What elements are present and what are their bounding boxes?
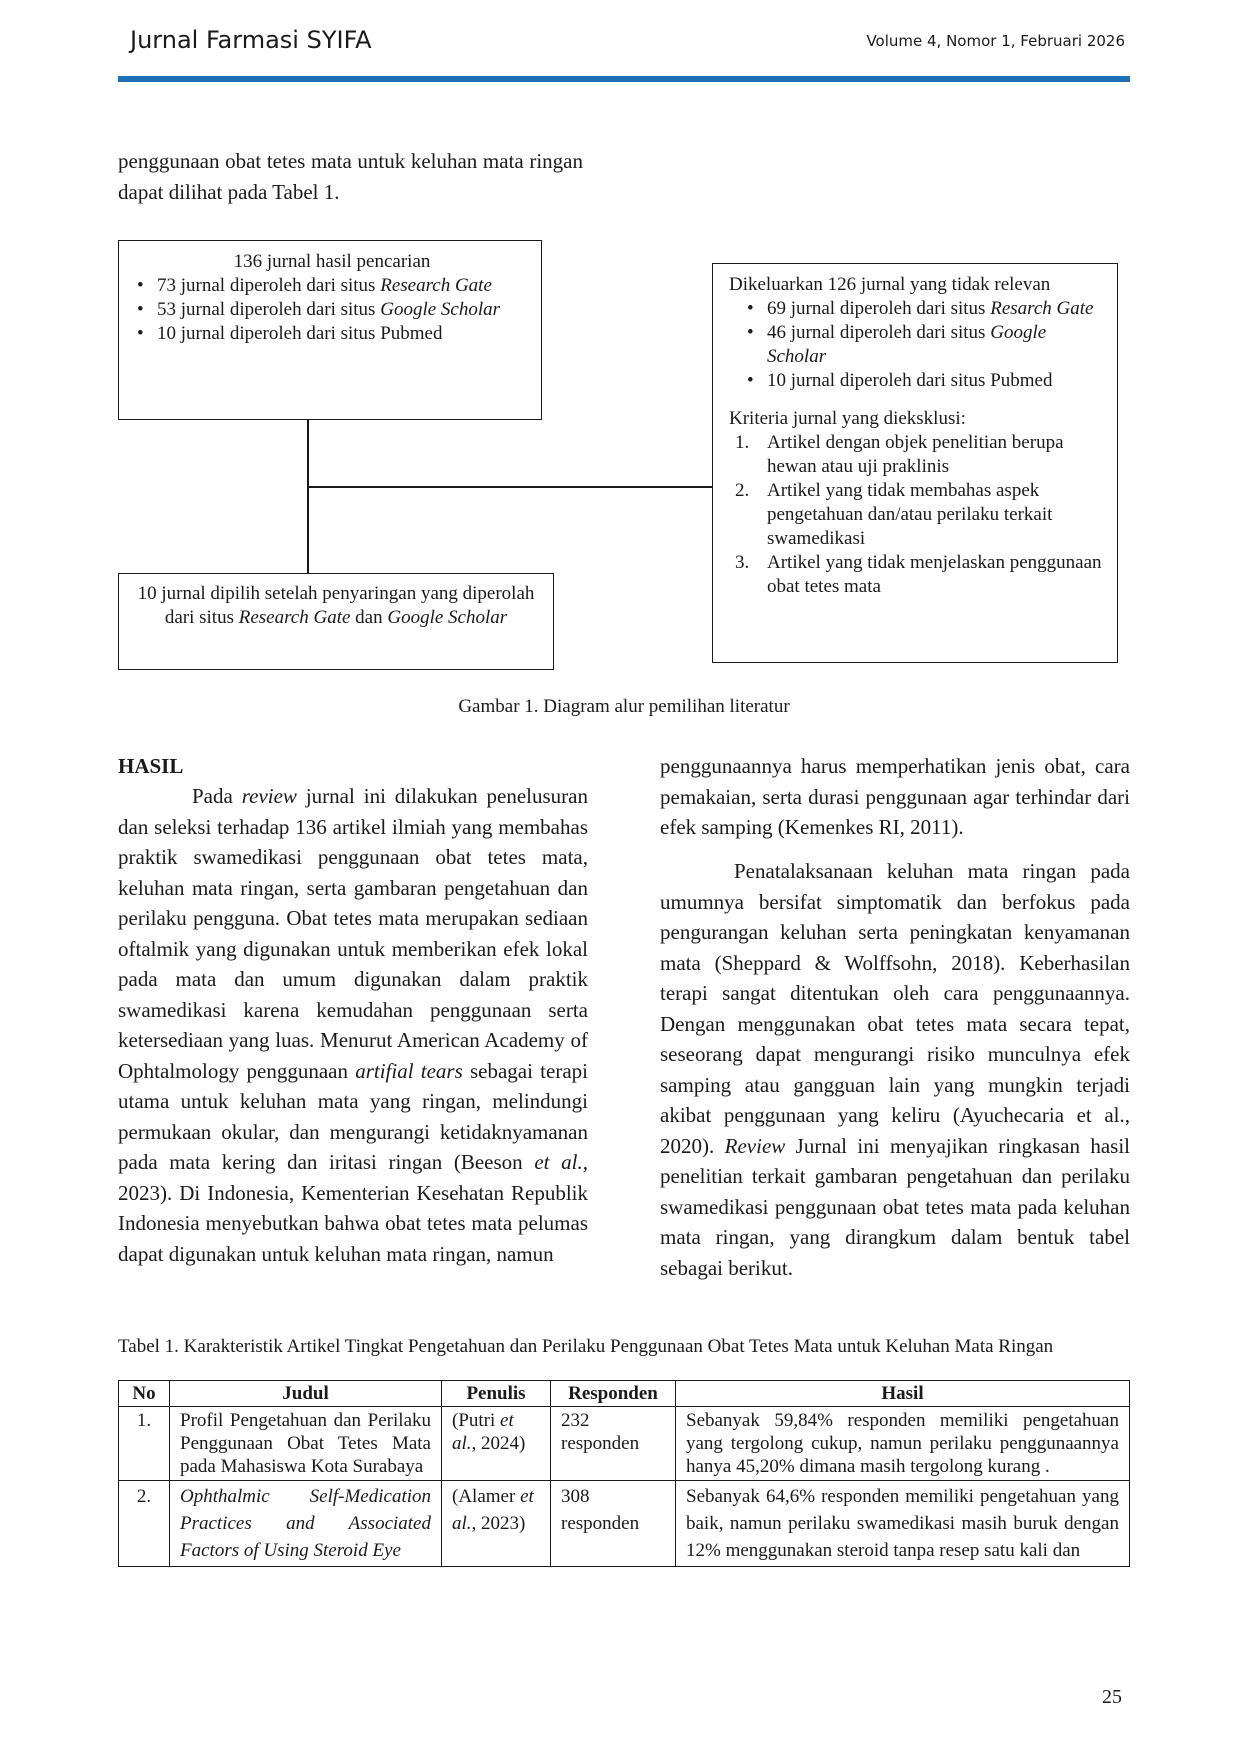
cell-hasil: Sebanyak 59,84% responden memiliki pengetahuan yang tergolong cukup, namun perilaku penggunaannya hanya 45,20% dimana masih tergolong kurang . [676,1407,1130,1481]
search-source-item: • 73 jurnal diperoleh dari situs Research Gate [119,274,531,298]
cell-no: 1. [119,1407,170,1481]
volume-info: Volume 4, Nomor 1, Februari 2026 [866,32,1125,50]
bullet-icon: • [747,298,754,319]
cell-responden: 232 responden [551,1407,676,1481]
table-row [119,1407,1130,1481]
cell-no: 2. [119,1481,170,1567]
cell-hasil: Sebanyak 64,6% responden memiliki pengetahuan yang baik, namun perilaku swamedikasi masih buruk dengan 12% menggunakan steroid tanpa resep satu kali dan [676,1481,1130,1567]
excluded-source-item: • 46 jurnal diperoleh dari situs Google Scholar [729,321,1107,369]
hasil-right-paragraph-2: Penatalaksanaan keluhan mata ringan pada umumnya bersifat simptomatik dan berfokus pada pengurangan keluhan serta peningkatan kenyamanan mata (Sheppard & Wolffsohn, 2018). Keberhasilan terapi sangat ditentukan oleh cara penggunaannya. Dengan menggunakan obat tetes mata secara tepat, seseorang dapat mengurangi risiko munculnya efek samping atau gangguan lain yang mungkin terjadi akibat penggunaan yang keliru (Ayuchecaria et al., 2020). Review Jurnal ini menyajikan ringkasan hasil penelitian terkait gambaran pengetahuan dan perilaku swamedikasi penggunaan obat tetes mata pada keluhan mata ringan, yang dirangkum dalam bentuk tabel sebagai berikut. [660,859,1130,1280]
cell-responden: 308 responden [551,1481,676,1567]
excluded-source-item: • 10 jurnal diperoleh dari situs Pubmed [729,369,1107,393]
connector-vertical [307,420,309,573]
bullet-icon: • [747,370,754,391]
journal-title: Jurnal Farmasi SYIFA [130,26,372,54]
exclusion-criterion: 3. Artikel yang tidak menjelaskan penggunaan obat tetes mata [735,552,1102,597]
table-header-row [119,1381,1130,1407]
page-number: 25 [1102,1686,1122,1708]
cell-judul: Profil Pengetahuan dan Perilaku Penggunaan Obat Tetes Mata pada Mahasiswa Kota Surabaya [170,1407,442,1481]
table-caption: Tabel 1. Karakteristik Artikel Tingkat Pengetahuan dan Perilaku Penggunaan Obat Tetes Mata untuk Keluhan Mata Ringan [118,1336,1054,1357]
excluded-journals-box [712,263,1118,663]
column-header: Responden [551,1381,676,1407]
search-source-item: • 10 jurnal diperoleh dari situs Pubmed [119,322,531,346]
table-row [119,1481,1130,1567]
search-results-box [118,240,542,420]
exclusion-criterion: 2. Artikel yang tidak membahas aspek pengetahuan dan/atau perilaku terkait swamedikasi [735,480,1053,549]
column-header: Judul [170,1381,442,1407]
bullet-icon: • [137,323,144,344]
cell-penulis: (Putri et al., 2024) [442,1407,551,1481]
bullet-icon: • [747,322,754,343]
column-header: Hasil [676,1381,1130,1407]
search-results-title: 136 jurnal hasil pencarian [233,251,431,272]
intro-paragraph: penggunaan obat tetes mata untuk keluhan mata ringan dapat dilihat pada Tabel 1. [118,149,583,204]
figure-caption: Gambar 1. Diagram alur pemilihan literatur [458,696,790,717]
column-header: Penulis [442,1381,551,1407]
bullet-icon: • [137,275,144,296]
literature-table [118,1380,1130,1567]
column-header: No [119,1381,170,1407]
header-rule [118,76,1130,82]
cell-penulis: (Alamer et al., 2023) [442,1481,551,1567]
hasil-right-paragraph-1: penggunaannya harus memperhatikan jenis obat, cara pemakaian, serta durasi penggunaan agar terhindar dari efek samping (Kemenkes RI, 2011). [660,754,1130,839]
search-source-item: • 53 jurnal diperoleh dari situs Google Scholar [119,298,531,322]
bullet-icon: • [137,299,144,320]
excluded-source-item: • 69 jurnal diperoleh dari situs Resarch Gate [729,297,1107,321]
section-heading: HASIL [118,754,184,778]
connector-horizontal [307,486,712,488]
exclusion-criterion: 1. Artikel dengan objek penelitian berupa hewan atau uji praklinis [735,432,1064,477]
selected-journals-box: 10 jurnal dipilih setelah penyaringan yang diperolah dari situs Research Gate dan Google Scholar [118,573,554,670]
exclusion-criteria-title: Kriteria jurnal yang dieksklusi: [729,408,966,429]
excluded-title: Dikeluarkan 126 jurnal yang tidak relevan [729,274,1051,295]
hasil-left-paragraph: Pada review jurnal ini dilakukan penelusuran dan seleksi terhadap 136 artikel ilmiah yang membahas praktik swamedikasi penggunaan obat tetes mata, keluhan mata ringan, serta gambaran pengetahuan dan perilaku pengguna. Obat tetes mata merupakan sediaan oftalmik yang digunakan untuk memberikan efek lokal pada mata dan umum digunakan dalam praktik swamedikasi karena kemudahan penggunaan serta ketersediaan yang luas. Menurut American Academy of Ophtalmology penggunaan artifial tears sebagai terapi utama untuk keluhan mata yang ringan, melindungi permukaan okular, dan mengurangi ketidaknyamanan pada mata kering dan iritasi ringan (Beeson et al., 2023). Di Indonesia, Kementerian Kesehatan Republik Indonesia menyebutkan bahwa obat tetes mata pelumas dapat digunakan untuk keluhan mata ringan, namun [118,784,588,1266]
cell-judul: Ophthalmic Self-Medication Practices and Associated Factors of Using Steroid Eye [170,1481,442,1567]
